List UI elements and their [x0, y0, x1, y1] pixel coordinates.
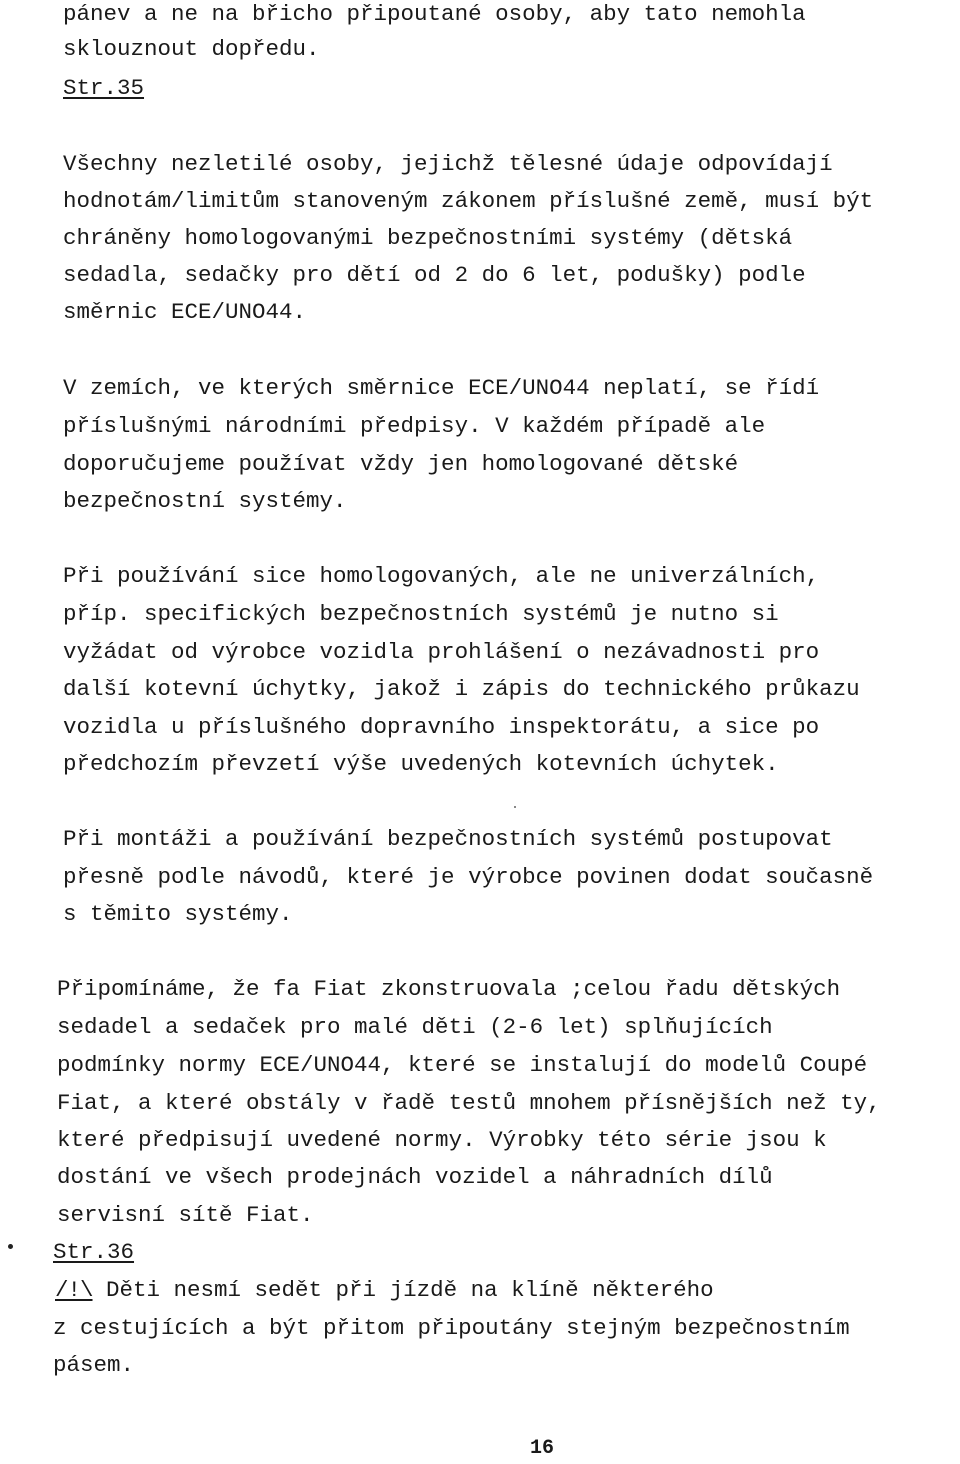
text-line: V zemích, ve kterých směrnice ECE/UNO44 neplatí, se řídí	[63, 375, 820, 401]
scan-dot	[514, 806, 516, 808]
text-line: příp. specifických bezpečnostních systémů je nutno si	[63, 601, 779, 627]
text-line: směrnic ECE/UNO44.	[63, 299, 307, 325]
text-line: sedadla, sedačky pro dětí od 2 do 6 let, podušky) podle	[63, 262, 806, 288]
text-line: s těmito systémy.	[63, 901, 293, 927]
text-line: které předpisují uvedené normy. Výrobky této série jsou k	[57, 1127, 827, 1153]
text-line: podmínky normy ECE/UNO44, které se instalují do modelů Coupé	[57, 1052, 868, 1078]
text-line: vozidla u příslušného dopravního inspektorátu, a sice po	[63, 714, 820, 740]
text-line: Při používání sice homologovaných, ale ne univerzálních,	[63, 563, 820, 589]
text-line: sklouznout dopředu.	[63, 36, 320, 62]
warning-text: Děti nesmí sedět při jízdě na klíně některého	[92, 1277, 714, 1303]
text-line: doporučujeme používat vždy jen homologované dětské	[63, 451, 739, 477]
text-line: pásem.	[53, 1352, 135, 1378]
text-line: předchozím převzetí výše uvedených kotevních úchytek.	[63, 751, 779, 777]
warning-line	[55, 1271, 714, 1309]
text-line: Všechny nezletilé osoby, jejichž tělesné údaje odpovídají	[63, 151, 833, 177]
text-line: chráněny homologovanými bezpečnostními systémy (dětská	[63, 225, 793, 251]
text-line: dostání ve všech prodejnách vozidel a náhradních dílů	[57, 1164, 773, 1190]
page-number: 16	[530, 1437, 555, 1460]
page-reference-36: Str.36	[53, 1239, 135, 1265]
text-line: další kotevní úchytky, jakož i zápis do technického průkazu	[63, 676, 860, 702]
text-line: hodnotám/limitům stanoveným zákonem příslušné země, musí být	[63, 188, 874, 214]
warning-triangle-icon: /!\	[55, 1277, 93, 1303]
text-line: příslušnými národními předpisy. V každém případě ale	[63, 413, 766, 439]
text-line: Fiat, a které obstály v řadě testů mnohem přísnějších než ty,	[57, 1090, 881, 1116]
text-line: pánev a ne na břicho připoutané osoby, aby tato nemohla	[63, 1, 806, 27]
page-reference-35: Str.35	[63, 75, 145, 101]
text-line: z cestujících a být přitom připoutány stejným bezpečnostním	[53, 1315, 850, 1341]
text-line: Při montáži a používání bezpečnostních systémů postupovat	[63, 826, 833, 852]
text-line: Připomínáme, že fa Fiat zkonstruovala ;celou řadu dětských	[57, 976, 841, 1002]
text-line: vyžádat od výrobce vozidla prohlášení o nezávadnosti pro	[63, 639, 820, 665]
text-line: servisní sítě Fiat.	[57, 1202, 314, 1228]
scan-mark	[8, 1244, 13, 1249]
text-line: přesně podle návodů, které je výrobce povinen dodat současně	[63, 864, 874, 890]
text-line: bezpečnostní systémy.	[63, 488, 347, 514]
text-line: sedadel a sedaček pro malé děti (2-6 let) splňujících	[57, 1014, 773, 1040]
